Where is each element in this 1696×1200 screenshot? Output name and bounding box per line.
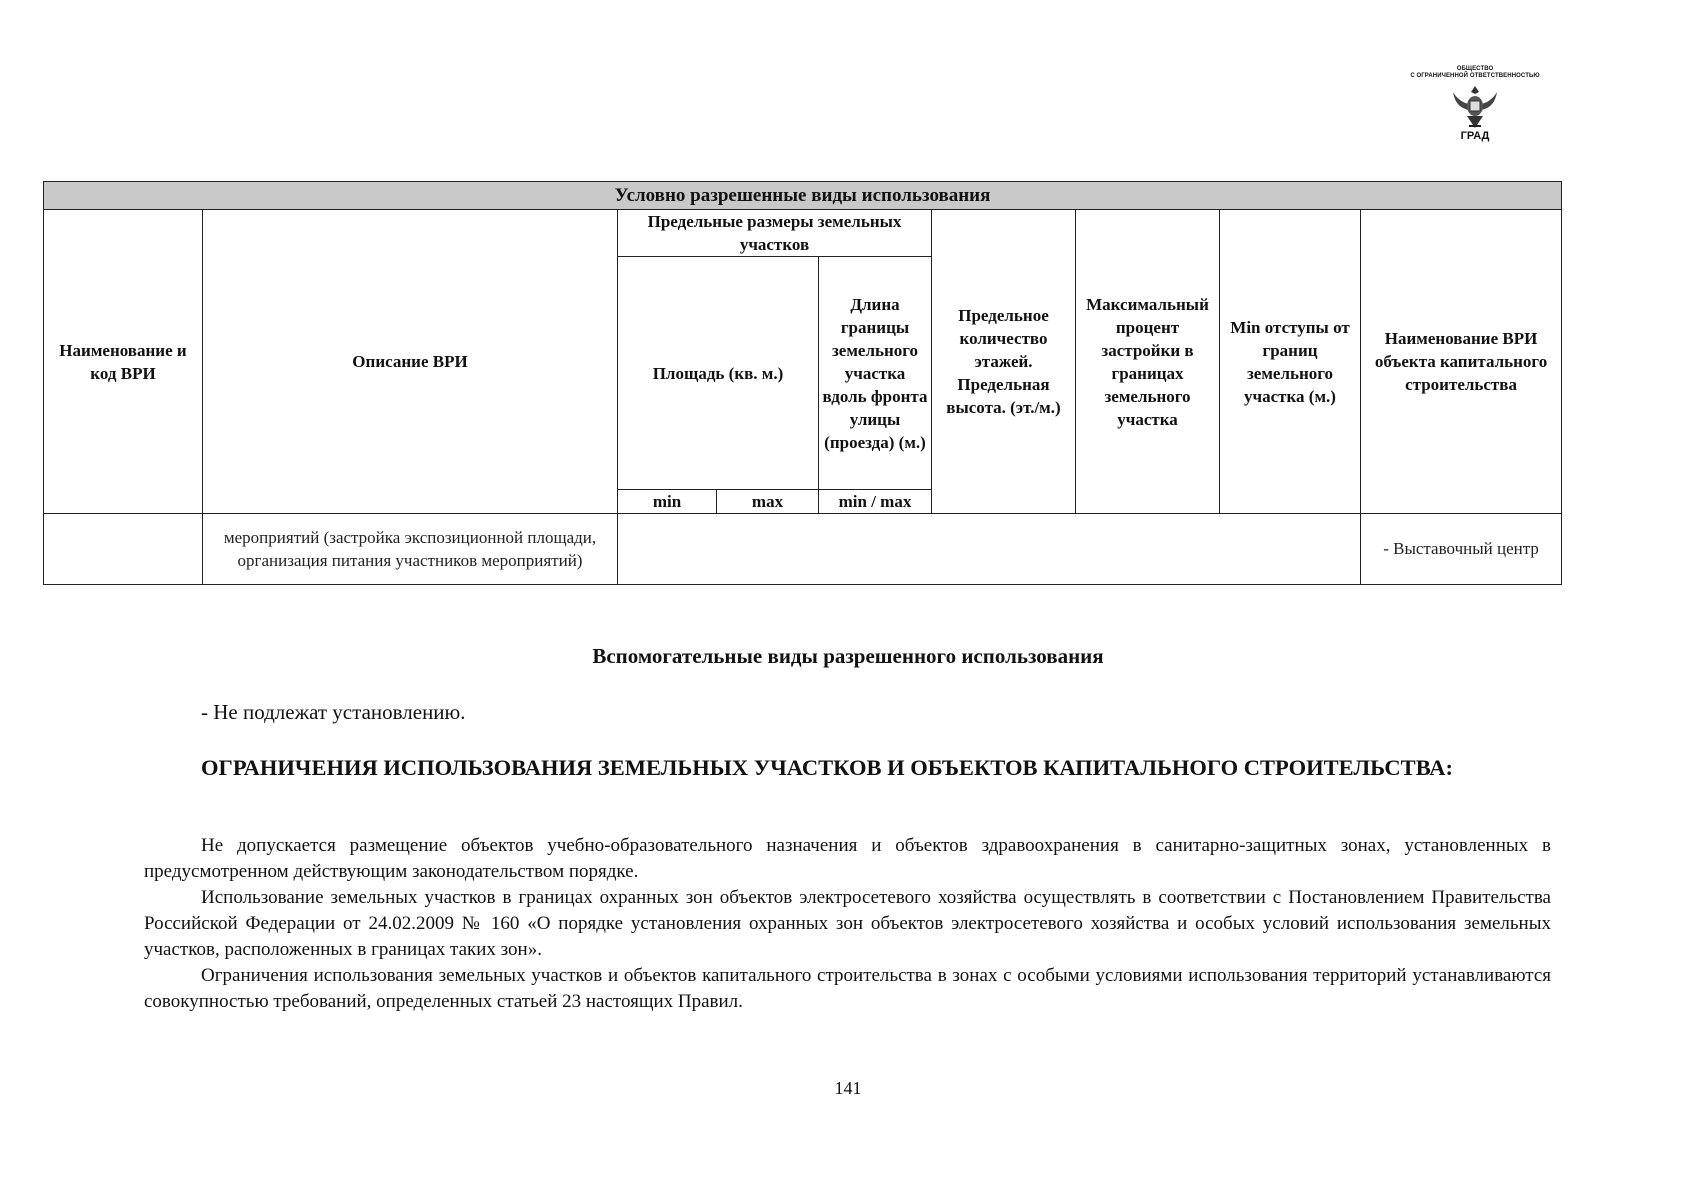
- header-floors: Предельное количество этажей. Предельная высота. (эт./м.): [932, 210, 1076, 514]
- header-area-min: min: [618, 490, 717, 514]
- header-description: Описание ВРИ: [203, 210, 618, 514]
- restrictions-body: [144, 833, 1551, 1015]
- header-object-name: Наименование ВРИ объекта капитального строительства: [1361, 210, 1562, 514]
- header-min-offsets: Min отступы от границ земельного участка (м.): [1220, 210, 1361, 514]
- auxiliary-heading: Вспомогательные виды разрешенного использования: [592, 644, 1104, 668]
- header-max-percent: Максимальный процент застройки в границах земельного участка: [1076, 210, 1220, 514]
- table-row: [44, 514, 1562, 585]
- company-logo: [1390, 66, 1560, 156]
- restrictions-paragraph: Ограничения использования земельных участков и объектов капитального строительства в зонах с особыми условиями использования территорий устанавливаются совокупностью требований, определенных статьей 23 настоящих Правил.: [144, 965, 1551, 1012]
- table-title: Условно разрешенные виды использования: [44, 182, 1562, 210]
- header-limit-sizes: Предельные размеры земельных участков: [618, 210, 932, 257]
- header-frontage: Длина границы земельного участка вдоль фронта улицы (проезда) (м.): [819, 257, 932, 490]
- cell-limits: [618, 514, 1361, 585]
- header-area: Площадь (кв. м.): [618, 257, 819, 490]
- restrictions-paragraph: Использование земельных участков в границах охранных зон объектов электросетевого хозяйства осуществлять в соответствии с Постановлением Правительства Российской Федерации от 24.02.2009 № 160 «О порядке установления охранных зон объектов электросетевого хозяйства и особых условий использования земельных участков, расположенных в границах таких зон».: [144, 887, 1551, 960]
- header-frontage-min-max: min / max: [819, 490, 932, 514]
- header-name-code: Наименование и код ВРИ: [44, 210, 203, 514]
- cell-object-name: - Выставочный центр: [1361, 514, 1562, 585]
- cell-name-code: [44, 514, 203, 585]
- conditional-use-table: [43, 181, 1562, 585]
- logo-top-line1: ОБЩЕСТВО: [1456, 66, 1494, 72]
- restrictions-paragraph: Не допускается размещение объектов учебно-образовательного назначения и объектов здравоохранения в санитарно-защитных зонах, установленных в предусмотренном действующим законодательством порядке.: [144, 835, 1551, 882]
- eagle-emblem-icon: [1449, 82, 1501, 132]
- auxiliary-text: - Не подлежат установлению.: [201, 700, 466, 724]
- cell-description: мероприятий (застройка экспозиционной площади, организация питания участников мероприятий): [203, 514, 618, 585]
- page-number: 141: [834, 1078, 862, 1098]
- logo-company-name: ГРАД: [1460, 130, 1490, 142]
- restrictions-heading: ОГРАНИЧЕНИЯ ИСПОЛЬЗОВАНИЯ ЗЕМЕЛЬНЫХ УЧАСТКОВ И ОБЪЕКТОВ КАПИТАЛЬНОГО СТРОИТЕЛЬСТВА:: [201, 755, 1454, 780]
- header-area-max: max: [717, 490, 819, 514]
- logo-top-line2: С ОГРАНИЧЕННОЙ ОТВЕТСТВЕННОСТЬЮ: [1410, 73, 1540, 79]
